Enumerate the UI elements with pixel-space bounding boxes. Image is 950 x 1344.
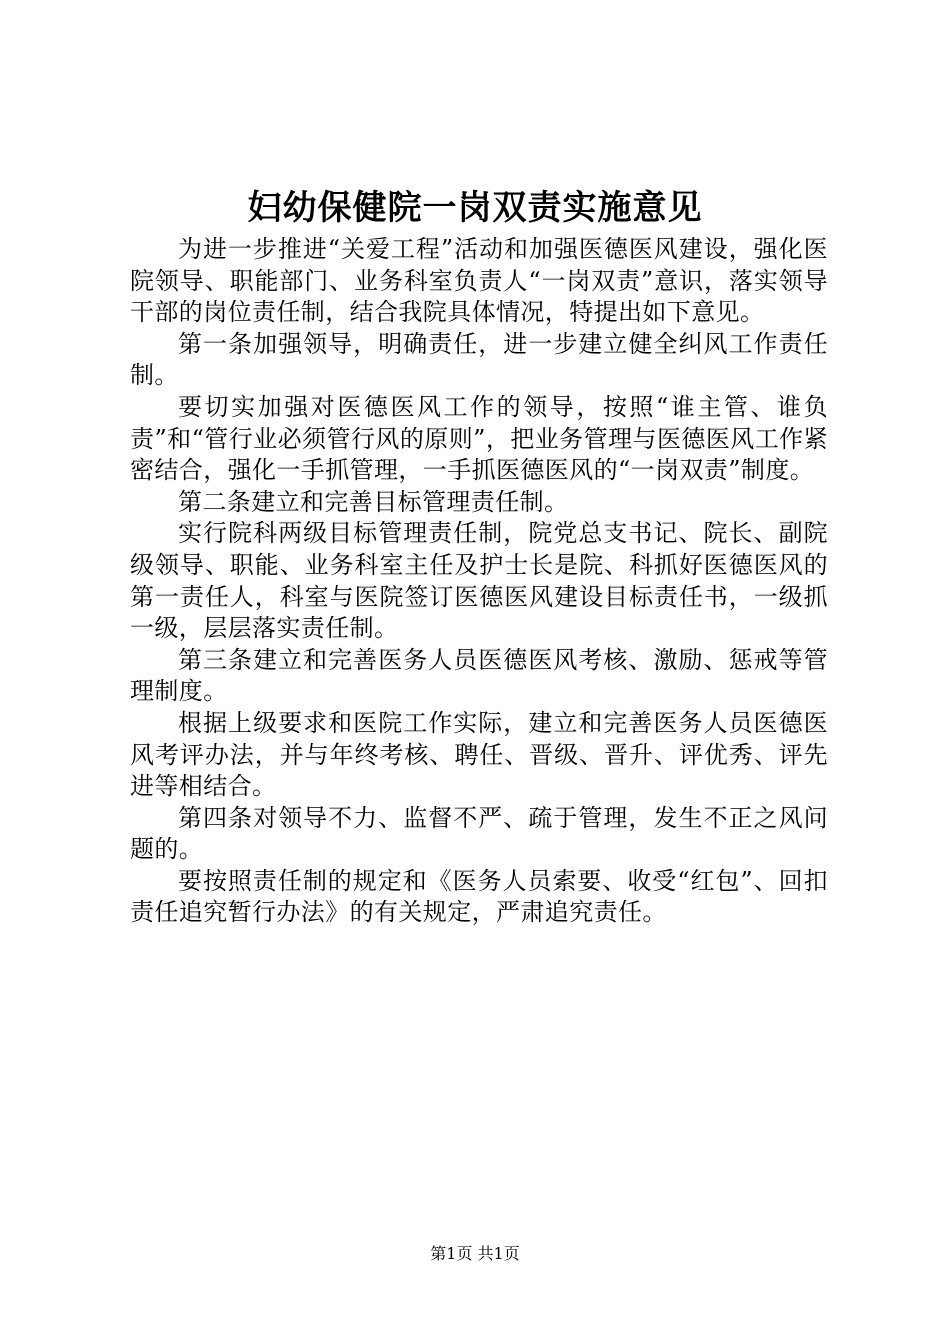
- paragraph-intro: 为进一步推进“关爱工程”活动和加强医德医风建设，强化医院领导、职能部门、业务科室负责人“一岗双责”意识，落实领导干部的岗位责任制，结合我院具体情况，特提出如下意见。: [130, 235, 828, 327]
- paragraph-article-4-body: 要按照责任制的规定和《医务人员索要、收受“红包”、回扣责任追究暂行办法》的有关规定，严肃追究责任。: [130, 866, 828, 927]
- document-body: [130, 234, 828, 929]
- document-title: 妇幼保健院一岗双责实施意见: [247, 188, 703, 228]
- paragraph-article-2-body: 实行院科两级目标管理责任制，院党总支书记、院长、副院级领导、职能、业务科室主任及护士长是院、科抓好医德医风的第一责任人，科室与医院签订医德医风建设目标责任书，一级抓一级，层层落实责任制。: [130, 519, 828, 643]
- paragraph-article-1-body: 要切实加强对医德医风工作的领导，按照“谁主管、谁负责”和“管行业必须管行风的原则”，把业务管理与医德医风工作紧密结合，强化一手抓管理，一手抓医德医风的“一岗双责”制度。: [130, 392, 828, 485]
- paragraph-article-1-heading: 第一条加强领导，明确责任，进一步建立健全纠风工作责任制。: [130, 329, 828, 390]
- page-footer: 第1页 共1页: [430, 1244, 520, 1263]
- paragraph-article-3-heading: 第三条建立和完善医务人员医德医风考核、激励、惩戒等管理制度。: [130, 645, 828, 706]
- paragraph-article-3-body: 根据上级要求和医院工作实际，建立和完善医务人员医德医风考评办法，并与年终考核、聘任、晋级、晋升、评优秀、评先进等相结合。: [130, 708, 828, 801]
- paragraph-article-2-heading: 第二条建立和完善目标管理责任制。: [178, 487, 569, 516]
- paragraph-article-4-heading: 第四条对领导不力、监督不严、疏于管理，发生不正之风问题的。: [130, 803, 828, 864]
